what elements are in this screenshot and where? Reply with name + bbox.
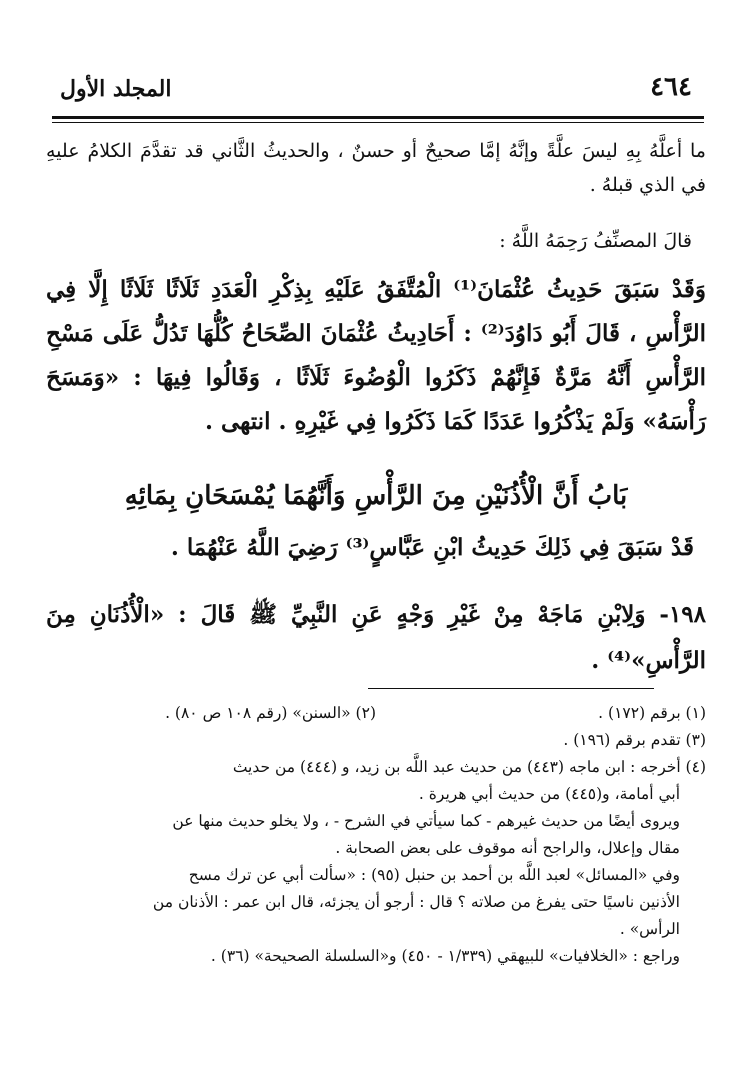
footnote-row-1-2 xyxy=(46,700,706,727)
footnote-4-line: مقال وإعلال، والراجح أنه موقوف على بعض الصحابة . xyxy=(335,839,680,857)
footnote-4-line: أبي أمامة، و(٤٤٥) من حديث أبي هريرة . xyxy=(418,785,680,803)
chapter-subtitle: قَدْ سَبَقَ فِي ذَلِكَ حَدِيثُ ابْنِ عَبَّاسٍ⁽³⁾ رَضِيَ اللَّهُ عَنْهُمَا . xyxy=(170,534,694,561)
intro-paragraph: ما أعلَّهُ بِهِ ليسَ علَّةً وإنَّهُ إمَّا صحيحٌ أو حسنٌ ، والحديثُ الثَّاني قد تقدَّمَ الكلامُ عليهِ في الذي قبلهُ . xyxy=(46,140,706,196)
main-paragraph: وَقَدْ سَبَقَ حَدِيثُ عُثْمَانَ⁽¹⁾ الْمُتَّفَقُ عَلَيْهِ بِذِكْرِ الْعَدَدِ ثَلَاثًا ثَلَاثًا إِلَّا فِي الرَّأْسِ ، قَالَ أَبُو دَاوُدَ⁽²⁾ : أَحَادِيثُ عُثْمَانَ الصِّحَاحُ كُلُّهَا تَدُلُّ عَلَى مَسْحِ الرَّأْسِ أَنَّهُ مَرَّةٌ فَإِنَّهُمْ ذَكَرُوا الْوُضُوءَ ثَلَاثًا ، وَقَالُوا فِيهَا : «وَمَسَحَ رَأْسَهُ» وَلَمْ يَذْكُرُوا عَدَدًا كَمَا ذَكَرُوا فِي غَيْرِهِ . انتهى . xyxy=(46,276,707,435)
footnote-2: (٢) «السنن» (رقم ١٠٨ ص ٨٠) . xyxy=(165,704,376,722)
footnote-4-line: الرأس» . xyxy=(619,920,680,938)
footnote-4-line: (٤) أخرجه : ابن ماجه (٤٤٣) من حديث عبد اللَّه بن زيد، و (٤٤٤) من حديث xyxy=(232,758,706,776)
header-rule-thin xyxy=(52,122,704,123)
chapter-title: بَابُ أَنَّ الْأُذُنَيْنِ مِنَ الرَّأْسِ وَأَنَّهُمَا يُمْسَحَانِ بِمَائِهِ xyxy=(124,481,628,511)
header-rule-thick xyxy=(52,116,704,119)
footnote-4-line: الأذنين ناسيًا حتى يفرغ من صلاته ؟ قال : أرجو أن يجزئه، قال ابن عمر : الأذنان من xyxy=(152,893,680,911)
volume-title: المجلد الأول xyxy=(60,76,172,102)
footnote-4-line: وراجع : «الخلافيات» للبيهقي (١/٣٣٩ - ٤٥٠) و«السلسلة الصحيحة» (٣٦) . xyxy=(210,947,680,965)
author-line: قالَ المصنِّفُ رَحِمَهُ اللَّهُ : xyxy=(499,230,692,252)
footnote-4-line: وفي «المسائل» لعبد اللَّه بن أحمد بن حنبل (٩٥) : «سألت أبي عن ترك مسح xyxy=(188,866,680,884)
page-number: ٤٦٤ xyxy=(650,72,692,102)
footnote-separator xyxy=(368,688,654,689)
hadith-198: ١٩٨- وَلِابْنِ مَاجَهْ مِنْ غَيْرِ وَجْهٍ عَنِ النَّبِيِّ ﷺ قَالَ : «الْأُذُنَانِ مِنَ الرَّأْسِ»⁽⁴⁾ . xyxy=(46,601,706,674)
footnote-1: (١) برقم (١٧٢) . xyxy=(598,704,706,722)
footnotes xyxy=(46,700,706,970)
footnote-3: (٣) تقدم برقم (١٩٦) . xyxy=(563,731,706,749)
page-header xyxy=(52,70,700,110)
footnote-4-line: ويروى أيضًا من حديث غيرهم - كما سيأتي في الشرح - ، ولا يخلو حديث منها عن xyxy=(172,812,680,830)
